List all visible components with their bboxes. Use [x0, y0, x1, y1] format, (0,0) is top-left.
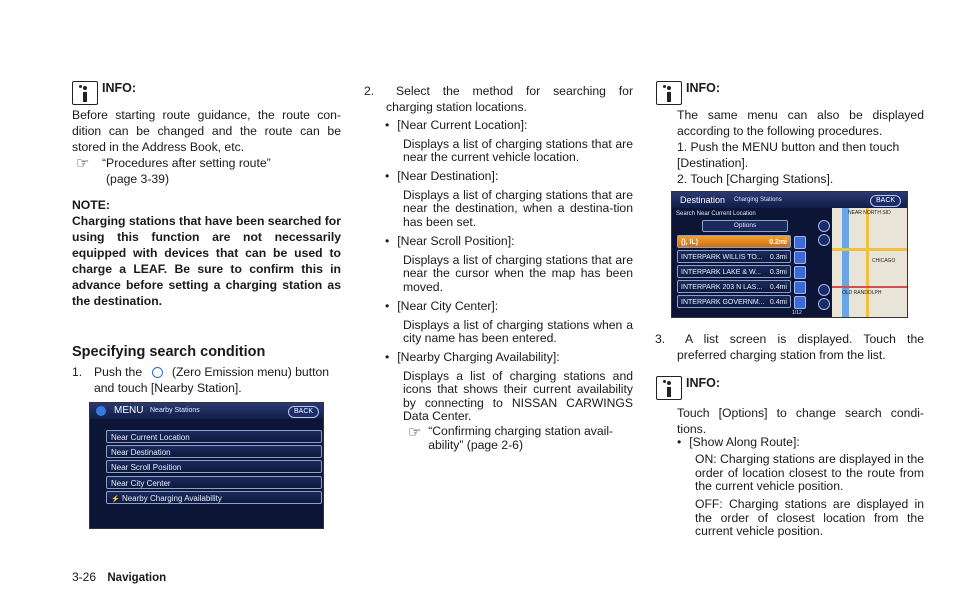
info-heading-right-2	[656, 376, 720, 400]
list-item: • [Near Scroll Position]: Displays a list of charging stations that are near the cursor when the map has been moved.	[385, 234, 633, 294]
footer-section: Navigation	[107, 572, 167, 584]
show-along-route-item: • [Show Along Route]:	[677, 435, 800, 449]
scroll-up-icon[interactable]	[818, 234, 830, 246]
list-item: • [Near Current Location]: Displays a list of charging stations that are near the current vehicle location.	[385, 118, 633, 165]
bullet-label: [Near Destination]:	[397, 169, 499, 183]
scroll-down-icon[interactable]	[818, 298, 830, 310]
dest-title: Destination	[680, 195, 726, 205]
info-text-left: Before starting route guidance, the route con-dition can be changed and the route can be stored in the Address Book, etc.	[72, 108, 341, 154]
scroll-up-icon[interactable]	[818, 220, 830, 232]
dest-row[interactable]: INTERPARK GOVERNM... 0.4mi	[677, 295, 791, 308]
info-button[interactable]	[794, 281, 806, 294]
dest-row[interactable]: INTERPARK LAKE & W... 0.3mi	[677, 265, 791, 278]
back-button[interactable]: BACK	[870, 195, 901, 207]
bullet-label: [Near Current Location]:	[397, 118, 528, 132]
note-text: Charging stations that have been searched for using this function are not necessarily equipped with devices that can be used to charge a LEAF. Be sure to confirm this in advance before setting a charging station as the destination.	[72, 214, 341, 308]
options-button[interactable]: Options	[702, 220, 788, 232]
info-icon	[656, 376, 682, 400]
charging-icon: ⚡	[111, 496, 120, 503]
zero-emission-icon	[152, 367, 163, 378]
menu-title: MENU	[114, 405, 144, 416]
info-label: INFO:	[686, 376, 721, 391]
map-road	[832, 286, 908, 288]
map-panel[interactable]	[832, 208, 908, 318]
search-methods-list	[385, 118, 633, 424]
menu-item-near-scroll-position[interactable]: Near Scroll Position	[106, 460, 322, 473]
menu-screenshot	[89, 402, 324, 529]
dest-row[interactable]: INTERPARK WILLIS TO... 0.3mi	[677, 250, 791, 263]
info-button[interactable]	[794, 266, 806, 279]
step-2	[364, 84, 633, 116]
menu-logo-icon	[96, 406, 106, 416]
menu-title-bar	[90, 403, 323, 419]
step-3	[655, 332, 924, 364]
info-icon	[656, 81, 682, 105]
ref-text: “Confirming charging station avail-ability” (page 2-6)	[428, 424, 614, 452]
page-number: 3-26	[72, 570, 97, 584]
dest-row[interactable]: (), IL) 0.2mi	[677, 235, 791, 248]
pointing-hand-icon: ☞	[76, 155, 90, 172]
menu-item-label: Nearby Charging Availability	[121, 494, 222, 503]
bullet-label: [Near Scroll Position]:	[397, 234, 515, 248]
procedure-1: 1. Push the MENU button and then touch [Destination].	[677, 140, 900, 170]
bullet-desc: Displays a list of charging stations that are near the current vehicle location.	[403, 136, 633, 165]
off-text: OFF: Charging stations are displayed in the order of closest location from the current vehicle position.	[695, 497, 924, 538]
on-text: ON: Charging stations are displayed in the order of location closest to the route from the current vehicle position.	[695, 452, 924, 493]
bullet-desc: Displays a list of charging stations when a city name has been entered.	[403, 317, 633, 346]
info-text-right-2: Touch [Options] to change search condi-tions.	[677, 406, 924, 436]
ref-page: (page 3-39)	[106, 171, 170, 186]
info-label: INFO:	[686, 81, 721, 96]
dest-title-bar	[672, 192, 907, 208]
section-title: Specifying search condition	[72, 344, 266, 360]
scroll-down-icon[interactable]	[818, 284, 830, 296]
step-number: 2.	[364, 84, 375, 98]
dest-subtitle: Charging Stations	[734, 197, 782, 203]
info-button[interactable]	[794, 236, 806, 249]
procedure-2: 2. Touch [Charging Stations].	[677, 172, 834, 186]
bullet-label: [Near City Center]:	[397, 299, 499, 313]
menu-item-nearby-charging-availability[interactable]	[106, 491, 322, 504]
bullet-label: [Show Along Route]:	[689, 435, 800, 449]
page-footer	[72, 570, 166, 587]
info-heading-left	[72, 81, 136, 105]
note-label: NOTE:	[72, 198, 110, 212]
list-item: • [Near City Center]: Displays a list of charging stations when a city name has been entered.	[385, 299, 633, 346]
map-label: CHICAGO	[872, 258, 896, 264]
info-icon	[72, 81, 98, 105]
step-2-text: Select the method for searching for charging station locations.	[386, 84, 633, 114]
step-3-text: A list screen is displayed. Touch the preferred charging station from the list.	[677, 332, 924, 362]
step-text-b: (Zero Emission menu) button and touch [Nearby Station].	[94, 365, 330, 395]
info-heading-right	[656, 81, 720, 105]
ref-title: “Procedures after setting route”	[102, 156, 271, 170]
step-1	[72, 365, 341, 397]
bullet-label: [Nearby Charging Availability]:	[397, 350, 560, 364]
reference-procedures	[76, 156, 271, 188]
search-label: Search Near Current Location	[676, 211, 756, 217]
destination-screenshot	[671, 191, 908, 318]
info-button[interactable]	[794, 296, 806, 309]
pointing-hand-icon: ☞	[408, 424, 422, 441]
step-number: 3.	[655, 332, 666, 346]
menu-item-near-current-location[interactable]: Near Current Location	[106, 430, 322, 443]
scroll-bar[interactable]	[817, 220, 829, 310]
page-indicator: 1/12	[792, 310, 802, 316]
step-text-a: Push the	[94, 365, 143, 379]
bullet-desc: Displays a list of charging stations that are near the cursor when the map has been moved.	[403, 252, 633, 294]
step-number: 1.	[72, 365, 83, 379]
map-label: OLD RANDOLPH	[842, 290, 882, 296]
map-river	[842, 208, 849, 318]
menu-subtitle: Nearby Stations	[150, 407, 200, 414]
list-item: • [Nearby Charging Availability]: Displays a list of charging stations and icons that shows their current availability by connecting to NISSAN CARWINGS Data Center.	[385, 350, 633, 424]
info-label: INFO:	[102, 81, 137, 96]
info-text-right: The same menu can also be displayed according to the following procedures.	[677, 108, 924, 138]
map-road	[866, 208, 869, 318]
menu-item-near-city-center[interactable]: Near City Center	[106, 476, 322, 489]
reference-charging-availability	[408, 425, 634, 452]
back-button[interactable]: BACK	[288, 406, 319, 418]
info-button[interactable]	[794, 251, 806, 264]
list-item: • [Near Destination]: Displays a list of charging stations that are near the destination, when a destina-tion has been set.	[385, 169, 633, 229]
bullet-desc: Displays a list of charging stations that are near the destination, when a destina-tion has been set.	[403, 187, 633, 229]
bullet-desc: Displays a list of charging stations and icons that shows their current availability by connecting to NISSAN CARWINGS Data Center.	[403, 368, 633, 424]
map-label: NEAR NORTH SID	[848, 210, 891, 216]
map-road	[832, 248, 908, 251]
menu-item-near-destination[interactable]: Near Destination	[106, 445, 322, 458]
dest-row[interactable]: INTERPARK 203 N LAS... 0.4mi	[677, 280, 791, 293]
